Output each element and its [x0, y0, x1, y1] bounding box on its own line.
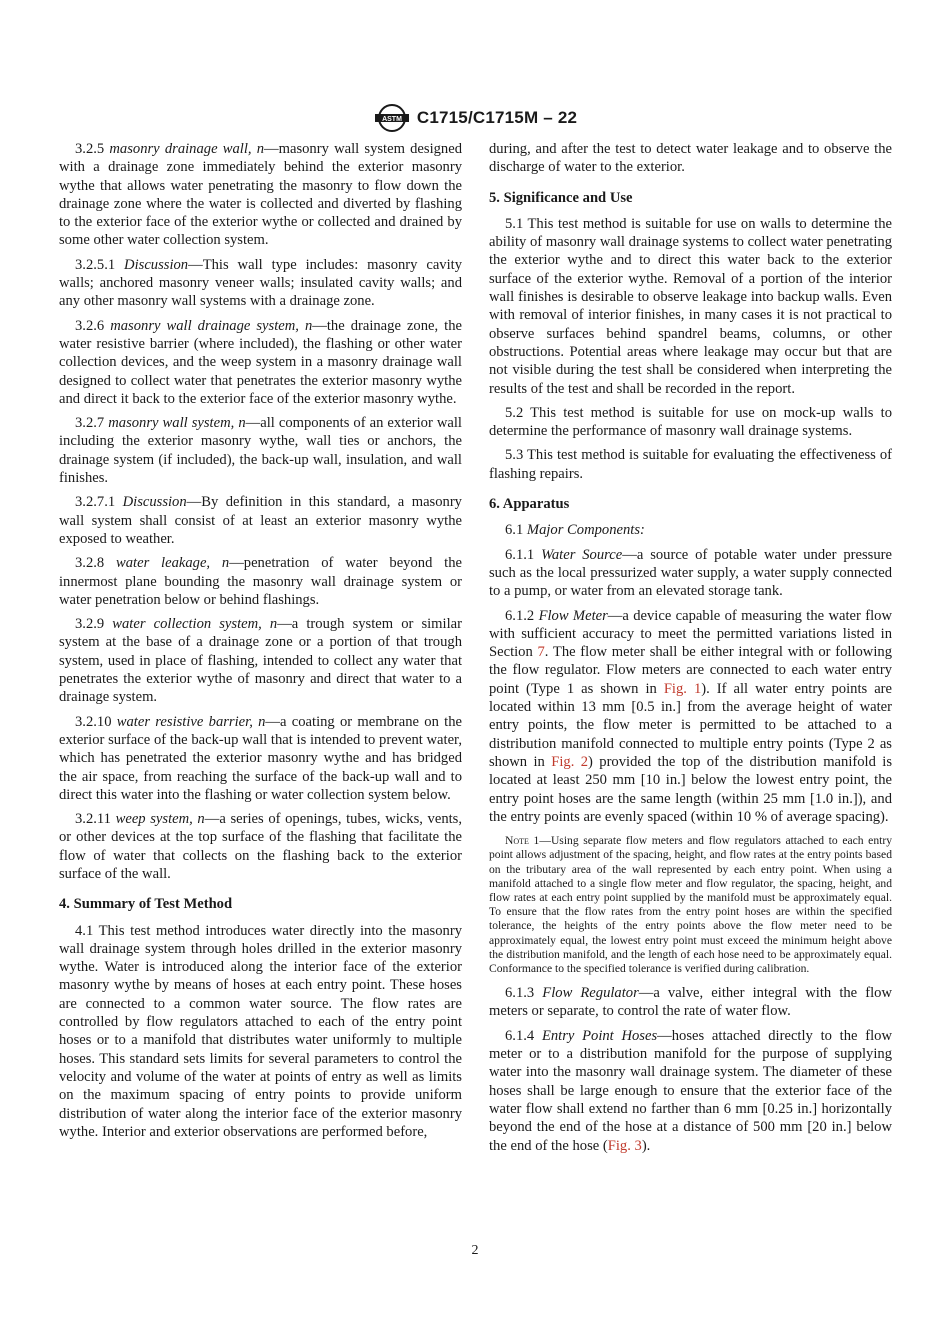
document-id: C1715/C1715M – 22 — [416, 108, 578, 127]
paragraph-3-2-11: 3.2.11 weep system, n—a series of openings, tubes, wicks, vents, or other devices at the top surface of the flashing that facilitate the flow of water that collects on the flashing back to the exterior surface of the wall. — [59, 811, 462, 882]
section-heading-4: 4. Summary of Test Method — [59, 896, 233, 913]
paragraph-3-2-5-1: 3.2.5.1 Discussion—This wall type includes: masonry cavity walls; anchored masonry veneer walls; insulated cavity walls; and any other masonry wall systems with a drainage zone. — [59, 256, 462, 310]
section-heading-5: 5. Significance and Use — [489, 189, 633, 206]
fig-1-link[interactable]: Fig. 1 — [663, 680, 702, 697]
paragraph-3-2-6: 3.2.6 masonry wall drainage system, n—the drainage zone, the water resistive barrier (where included), the flashing or other water collection devices, and the weep system in a masonry drainage wall designed to collect water that penetrates the exterior masonry wythe and direct it back to the exterior face of the exterior masonry wythe. — [59, 317, 462, 407]
left-column — [59, 140, 462, 1147]
fig-2-link[interactable]: Fig. 2 — [551, 753, 589, 770]
paragraph-5-3: 5.3 This test method is suitable for evaluating the effectiveness of flashing repairs. — [489, 447, 892, 482]
note-1: Note 1—Using separate flow meters and flow regulators attached to each entry point allows adjustment of the spacing, height, and flow rates at the entry points based on the tributary area of the wall represented by each entry point. When using a manifold attached to a single flow meter and flow regulator, the spacing, height, and flow rates at each entry point supplied by the manifold must be approximately equal. To ensure that the flow rates from the entry point hoses are within the specified tolerance, the heights of the entry points above the flow meter need to be approximately equal, the lowest entry point must exceed the minimum height above the distribution manifold, and the length of each hose need to be approximately equal. Conformance to the specified tolerance is verified during calibration. — [489, 834, 892, 975]
fig-3-link[interactable]: Fig. 3 — [607, 1137, 642, 1154]
paragraph-3-2-9: 3.2.9 water collection system, n—a trough system or similar system at the base of a drainage zone or a portion of that trough system, used in place of flashing, intended to collect any water that penetrates the exterior wythe of masonry and direct that water to a drainage system. — [59, 616, 462, 706]
section-heading-6: 6. Apparatus — [489, 496, 570, 513]
svg-text:ASTM: ASTM — [381, 115, 402, 123]
page-number: 2 — [471, 1243, 479, 1258]
paragraph-6-1-1: 6.1.1 Water Source—a source of potable water under pressure such as the local pressurized water supply, a water supply connected to a pump, or water from an elevated storage tank. — [489, 546, 892, 600]
paragraph-6-1-2: 6.1.2 Flow Meter—a device capable of measuring the water flow with sufficient accuracy to meet the permitted variations listed in Section 7. The flow meter shall be either integral with or following the flow regulator. Flow meters are connected to each water entry point (Type 1 as shown in Fig. 1). If all water entry points are located within 13 mm [0.5 in.] from the average height of water entry points, the flow meter is permitted to be attached to a distribution manifold connected to multiple entry points (Type 2 as shown in Fig. 2) provided the top of the distribution manifold is located at least 250 mm [10 in.] below the lowest entry point, the entry point hoses are the same length (within 25 mm [1.0 in.]), and the entry points are evenly spaced (within 10 % of average spacing). — [489, 607, 893, 825]
paragraph-3-2-7-1: 3.2.7.1 Discussion—By definition in this standard, a masonry wall system shall consist of at least an exterior masonry wythe exposed to weather. — [59, 494, 462, 547]
paragraph-3-2-8: 3.2.8 water leakage, n—penetration of water beyond the innermost plane bounding the masonry wall drainage system or water penetration below or behind flashings. — [59, 555, 462, 608]
paragraph-6-1-3: 6.1.3 Flow Regulator—a valve, either integral with the flow meters or separate, to control the rate of water flow. — [489, 985, 892, 1020]
paragraph-3-2-10: 3.2.10 water resistive barrier, n—a coating or membrane on the exterior surface of the back-up wall that is intended to prevent water, which has penetrated the exterior masonry wythe and has bridged the air space, from reaching the surface of the back-up wall and to direct this water into the flashing or water collection system below. — [59, 713, 462, 803]
paragraph-5-1: 5.1 This test method is suitable for use on walls to determine the ability of masonry wall drainage systems to collect water penetrating the exterior wythe and to direct this water back to the exterior surface of the exterior wythe. Removal of a portion of the interior wall finishes is desirable to observe leakage into backup walls. Even with removal of interior finishes, in many cases it is not practical to observe surfaces behind spandrel beams, columns, or other obstructions. Potential areas where leakage may occur but that are not visible during the test shall be considered when interpreting the results of the test and shall be recorded in the report. — [489, 215, 892, 397]
paragraph-3-2-5: 3.2.5 masonry drainage wall, n—masonry wall system designed with a drainage zone immediately behind the exterior masonry wythe that allows water penetrating the masonry to flow down the drainage zone where the water is collected and diverted by flashing to the exterior face of the exterior wythe or collected and drained by some other water collection system. — [59, 141, 463, 249]
paragraph-4-1-continued: during, and after the test to detect water leakage and to observe the discharge of water to the exterior. — [489, 141, 892, 176]
astm-logo-icon — [373, 103, 411, 133]
paragraph-5-2: 5.2 This test method is suitable for use on mock-up walls to determine the performance of masonry wall drainage systems. — [489, 404, 892, 440]
paragraph-6-1-4: 6.1.4 Entry Point Hoses—hoses attached directly to the flow meter or to a distribution manifold for the purpose of supplying water into the masonry wall drainage system. The diameter of these hoses shall be large enough to ensure that the exterior face of the water flow shall extend no farther than 6 mm [0.25 in.] horizontally beyond the end of the hose at a distance of 500 mm [20 in.] below the end of the hose (Fig. 3). — [489, 1027, 892, 1154]
right-column — [489, 140, 892, 1161]
section-7-link[interactable]: 7 — [537, 644, 545, 661]
page-header — [0, 103, 950, 138]
paragraph-4-1: 4.1 This test method introduces water directly into the masonry wall drainage system through holes drilled in the exterior masonry wythe. Water is introduced along the interior face of the exterior masonry wythe by means of hoses at each entry point. These hoses are connected to a common water source. The flow rates are controlled by flow regulators attached to each of the entry point hoses or to a manifold that distributes water uniformly to multiple hoses. This standard sets limits for several parameters to control the velocity and volume of the water at points of entry as well as limits on the maximum spacing of entry points to provide uniform distribution of water along the interior face of the exterior masonry wythe. Interior and exterior observations are performed before, — [59, 922, 462, 1140]
paragraph-3-2-7: 3.2.7 masonry wall system, n—all components of an exterior wall including the exterior masonry wythe, wall ties or anchors, the drainage system (if included), the back-up wall, insulation, and wall finishes. — [59, 415, 462, 487]
paragraph-6-1: 6.1 Major Components: — [505, 522, 645, 539]
